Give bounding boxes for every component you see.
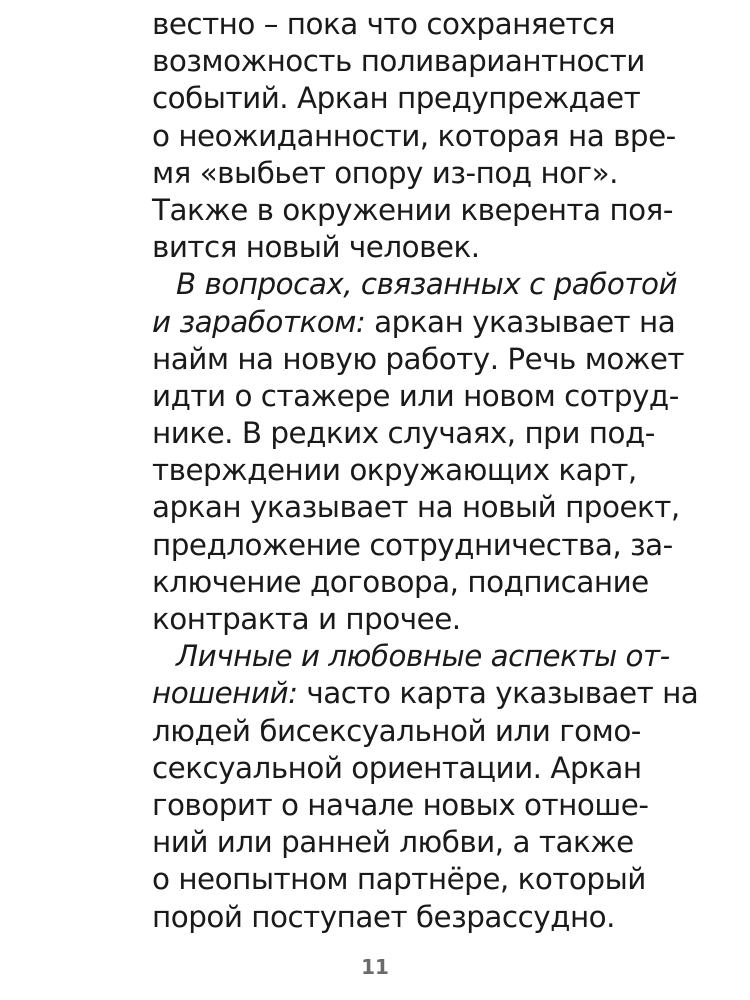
paragraph [152, 638, 699, 936]
line-text: часто карта указывает на [297, 676, 699, 711]
text-line: Также в окружении кверента поя- [152, 192, 673, 227]
page-number: 11 [361, 955, 389, 979]
text-line: аркан указывает на новый проект, [152, 490, 680, 525]
paragraph [152, 6, 676, 266]
text-line [152, 675, 699, 712]
text-line [152, 638, 670, 675]
text-line: вится новый человек. [152, 230, 480, 265]
text-line: событий. Аркан предупреждает [152, 81, 641, 116]
paragraph [152, 266, 685, 638]
line-text: аркан указывает на [365, 304, 676, 339]
text-line: найм на новую работу. Речь может [152, 341, 685, 376]
italic-lead-in: В вопросах, связанных с работой [176, 267, 678, 302]
text-line: порой поступает безрассудно. [152, 899, 615, 934]
text-line: мя «выбьет опору из-под ног». [152, 155, 618, 190]
text-line: ключение договора, подписание [152, 564, 649, 599]
text-line: о неожиданности, которая на вре- [152, 118, 676, 153]
text-line: контракта и прочее. [152, 602, 461, 636]
italic-lead-in: ношений: [152, 676, 298, 711]
text-line: тверждении окружающих карт, [152, 453, 637, 488]
text-line: говорит о начале новых отноше- [152, 787, 649, 822]
italic-lead-in: Личные и любовные аспекты от- [176, 639, 670, 674]
text-line [152, 304, 676, 341]
text-line: предложение сотрудничества, за- [152, 527, 673, 562]
text-line: нике. В редких случаях, при под- [152, 416, 655, 451]
text-line: вестно – пока что сохраняется [152, 7, 616, 41]
text-line: сексуальной ориентации. Аркан [152, 750, 642, 785]
text-line: ний или ранней любви, а также [152, 825, 634, 860]
text-line: о неопытном партнёре, который [152, 862, 646, 897]
text-line: людей бисексуальной или гомо- [152, 713, 641, 748]
body-text [152, 6, 699, 936]
text-line: идти о стажере или новом сотруд- [152, 378, 679, 413]
text-line: возможность поливариантности [152, 44, 645, 79]
text-line [152, 266, 678, 303]
italic-lead-in: и заработком: [152, 304, 366, 339]
